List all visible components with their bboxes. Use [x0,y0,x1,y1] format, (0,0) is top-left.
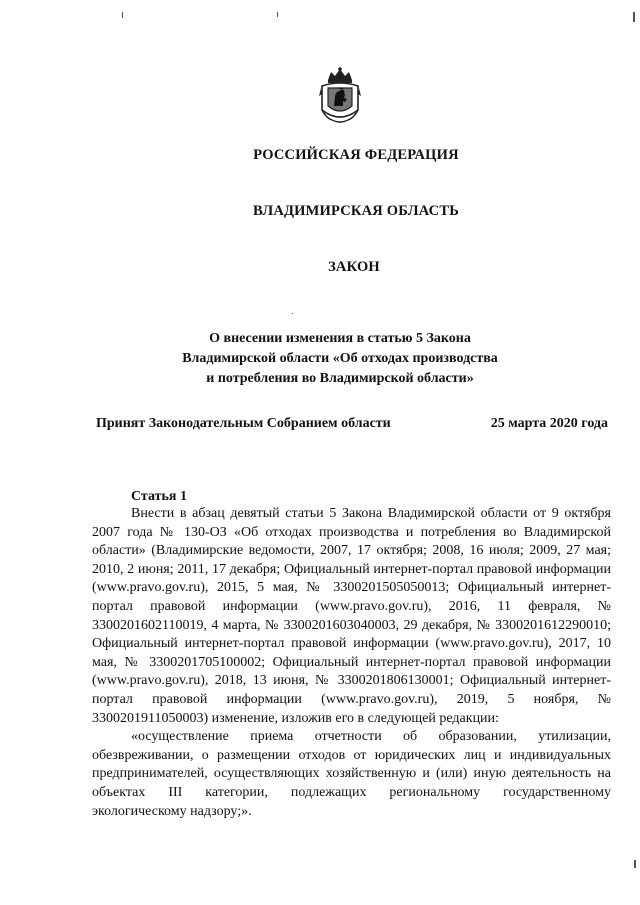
article-body [92,505,611,821]
law-subject [150,329,530,389]
coat-of-arms-icon [318,66,362,126]
law-subject-line: и потребления во Владимирской области» [206,371,474,386]
law-subject-line: Владимирской области «Об отходах производства [182,351,498,366]
scan-speck [634,860,636,868]
country-title: РОССИЙСКАЯ ФЕДЕРАЦИЯ [253,147,459,163]
scan-speck [277,12,278,17]
article-title: Статья 1 [131,489,187,504]
region-title: ВЛАДИМИРСКАЯ ОБЛАСТЬ [253,203,459,219]
article-paragraph: Внести в абзац девятый статьи 5 Закона Владимирской области от 9 октября 2007 года № 130-ОЗ «Об отходах производства и потребления во Владимирской области» (Владимирские ведомости, 2007, 17 октября; 2008, 16 июля; 2009, 27 мая; 2010, 2 июня; 2011, 17 декабря; Официальный интернет-портал правовой информации (www.pravo.gov.ru), 2015, 5 мая, № 3300201505050013; Официальный интернет-портал правовой информации (www.pravo.gov.ru), 2016, 11 февраля, № 3300201602110019, 4 марта, № 3300201603040003, 29 декабря, № 3300201612290010; Официальный интернет-портал правовой информации (www.pravo.gov.ru), 2017, 10 мая, № 3300201705100002; Официальный интернет-портал правовой информации (www.pravo.gov.ru), 2018, 13 июня, № 3300201806130001; Официальный интернет-портал правовой информации (www.pravo.gov.ru), 2019, 5 ноября, № 3300201911050003) изменение, изложив его в следующей редакции: [92,506,611,726]
scan-speck [633,12,635,22]
adoption-date: 25 марта 2020 года [490,416,608,431]
adoption-label: Принят Законодательным Собранием области [96,416,391,431]
scan-speck [292,313,293,314]
law-subject-line: О внесении изменения в статью 5 Закона [209,331,471,346]
scan-speck [122,12,123,18]
adoption-line [96,416,608,432]
document-type-title: ЗАКОН [328,259,380,275]
article-paragraph: «осуществление приема отчетности об образовании, утилизации, обезвреживании, о размещении отходов от юридических лиц и индивидуальных предпринимателей, осуществляющих хозяйственную и (или) иную деятельность на объектах III категории, подлежащих региональному государственному экологическому надзору;». [92,729,611,819]
